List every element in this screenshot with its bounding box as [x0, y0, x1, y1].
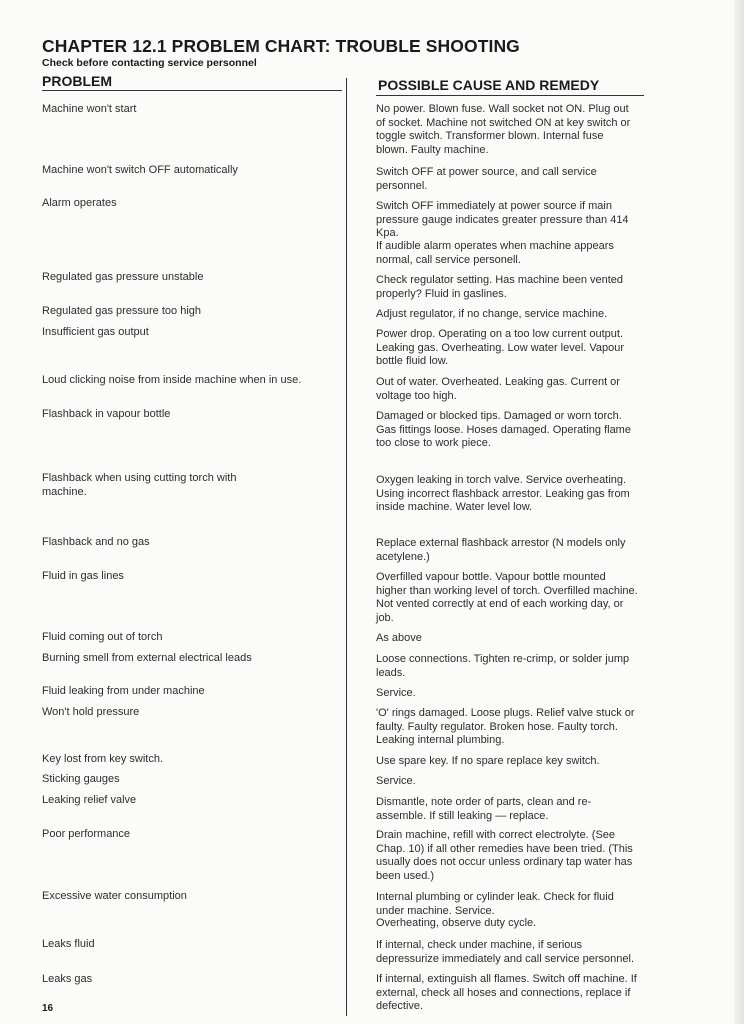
- remedy-item: If audible alarm operates when machine appears normal, call service personell.: [376, 240, 614, 266]
- remedy-item: As above: [376, 632, 422, 644]
- remedy-item: Use spare key. If no spare replace key switch.: [376, 755, 600, 767]
- remedy-item: Drain machine, refill with correct electrolyte. (See Chap. 10) if all other remedies have been tried. (This usually does not occur unless ordinary tap water has been used.): [376, 829, 633, 882]
- remedy-item: Switch OFF immediately at power source if main pressure gauge indicates greater pressure than 414 Kpa.: [376, 200, 629, 239]
- problem-item: Excessive water consumption: [42, 890, 187, 902]
- page-edge-shadow: [734, 0, 744, 1024]
- page-number: 16: [42, 1003, 54, 1014]
- remedy-header-rule: [376, 95, 644, 96]
- problem-item: Insufficient gas output: [42, 326, 149, 338]
- problem-header-rule: [42, 90, 342, 91]
- problem-item: Flashback when using cutting torch with machine.: [42, 472, 237, 498]
- problem-item: Leaks fluid: [42, 938, 95, 950]
- problem-item: Poor performance: [42, 828, 131, 840]
- remedy-item: Service.: [376, 687, 416, 699]
- problem-item: Alarm operates: [42, 197, 117, 209]
- problem-item: Leaking relief valve: [42, 794, 137, 806]
- column-divider: [346, 78, 347, 1016]
- problem-item: Fluid leaking from under machine: [42, 685, 205, 697]
- problem-item: Fluid coming out of torch: [42, 631, 163, 643]
- remedy-item: No power. Blown fuse. Wall socket not ON. Plug out of socket. Machine not switched ON at key switch or toggle switch. Transformer blown. Internal fuse blown. Faulty machine.: [376, 103, 631, 156]
- chapter-subtitle: Check before contacting service personnel: [42, 57, 257, 69]
- problem-item: Burning smell from external electrical leads: [42, 652, 252, 664]
- problem-item: Flashback in vapour bottle: [42, 408, 171, 420]
- problem-item: Fluid in gas lines: [42, 570, 124, 582]
- problem-item: Machine won't switch OFF automatically: [42, 164, 238, 176]
- problem-column-header: PROBLEM: [42, 73, 112, 89]
- remedy-item: Service.: [376, 775, 416, 787]
- problem-item: Leaks gas: [42, 973, 93, 985]
- problem-item: Flashback and no gas: [42, 536, 150, 548]
- remedy-item: Replace external flashback arrestor (N models only acetylene.): [376, 537, 626, 563]
- remedy-item: If internal, check under machine, if serious depressurize immediately and call service personnel.: [376, 939, 635, 965]
- problem-item: Regulated gas pressure unstable: [42, 271, 204, 283]
- remedy-item: Switch OFF at power source, and call service personnel.: [376, 166, 597, 192]
- remedy-item: Oxygen leaking in torch valve. Service overheating. Using incorrect flashback arrestor. Leaking gas from inside machine. Water level low.: [376, 474, 630, 513]
- remedy-item: Dismantle, note order of parts, clean and re-assemble. If still leaking — replace.: [376, 796, 592, 822]
- remedy-item: Internal plumbing or cylinder leak. Check for fluid under machine. Service.: [376, 891, 614, 917]
- remedy-item: Check regulator setting. Has machine been vented properly? Fluid in gaslines.: [376, 274, 624, 300]
- remedy-item: 'O' rings damaged. Loose plugs. Relief valve stuck or faulty. Faulty regulator. Broken hose. Faulty torch. Leaking internal plumbing.: [376, 707, 635, 746]
- problem-item: Loud clicking noise from inside machine when in use.: [42, 374, 302, 386]
- problem-item: Regulated gas pressure too high: [42, 305, 201, 317]
- problem-item: Key lost from key switch.: [42, 753, 164, 765]
- remedy-item: Out of water. Overheated. Leaking gas. Current or voltage too high.: [376, 376, 620, 402]
- remedy-item: Damaged or blocked tips. Damaged or worn torch. Gas fittings loose. Hoses damaged. Operating flame too close to work piece.: [376, 410, 631, 449]
- remedy-item: Loose connections. Tighten re-crimp, or solder jump leads.: [376, 653, 630, 679]
- remedy-column-header: POSSIBLE CAUSE AND REMEDY: [378, 77, 600, 93]
- remedy-item: Overfilled vapour bottle. Vapour bottle mounted higher than working level of torch. Overfilled machine. Not vented correctly at end of each working day, or job.: [376, 571, 638, 624]
- problem-item: Won't hold pressure: [42, 706, 140, 718]
- remedy-item: If internal, extinguish all flames. Switch off machine. If external, check all hoses and connections, replace if defective.: [376, 973, 637, 1012]
- problem-item: Sticking gauges: [42, 773, 120, 785]
- remedy-item: Overheating, observe duty cycle.: [376, 917, 537, 929]
- remedy-item: Adjust regulator, if no change, service machine.: [376, 308, 608, 320]
- problem-item: Machine won't start: [42, 103, 137, 115]
- remedy-item: Power drop. Operating on a too low current output. Leaking gas. Overheating. Low water level. Vapour bottle fluid low.: [376, 328, 625, 367]
- chapter-title: CHAPTER 12.1 PROBLEM CHART: TROUBLE SHOOTING: [42, 36, 520, 56]
